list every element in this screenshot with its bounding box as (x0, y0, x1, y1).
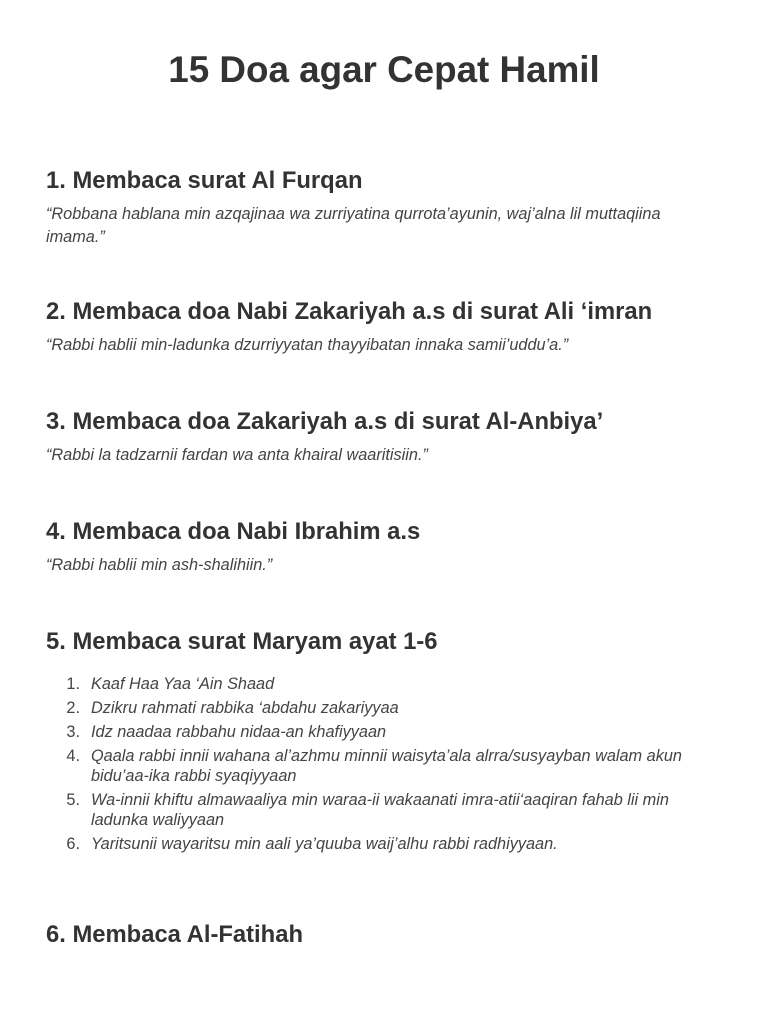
verse-number: 4. (66, 747, 80, 765)
section-heading: 6. Membaca Al-Fatihah (46, 921, 303, 948)
prayer-quote: “Rabbi hablii min-ladunka dzurriyyatan thayyibatan innaka samii’uddu’a.” (46, 335, 569, 354)
section-zakariyah-ali-imran (46, 298, 704, 357)
verse-item (46, 698, 704, 718)
verse-item (46, 790, 704, 830)
verse-text: Kaaf Haa Yaa ‘Ain Shaad (91, 675, 275, 693)
section-surat-maryam (46, 628, 704, 854)
section-nabi-ibrahim (46, 518, 704, 577)
section-heading: 4. Membaca doa Nabi Ibrahim a.s (46, 518, 421, 545)
section-al-fatihah (46, 921, 704, 949)
verse-number: 3. (66, 723, 80, 741)
section-heading: 5. Membaca surat Maryam ayat 1-6 (46, 628, 438, 655)
section-heading: 1. Membaca surat Al Furqan (46, 167, 363, 194)
verse-item (46, 674, 704, 694)
verse-text: Dzikru rahmati rabbika ‘abdahu zakariyyaa (91, 699, 399, 717)
verse-text: Idz naadaa rabbahu nidaa-an khafiyyaan (91, 723, 387, 741)
verse-text: Wa-innii khiftu almawaaliya min waraa-ii wakaanati imra-atii‘aaqiran fahab lii min ladunka waliyyaan (91, 791, 669, 829)
prayer-quote: “Robbana hablana min azqajinaa wa zurriyatina qurrota’ayunin, waj’alna lil muttaqiina imama.” (46, 204, 661, 246)
verse-item (46, 722, 704, 742)
verse-number: 1. (66, 675, 80, 693)
verse-item (46, 834, 704, 854)
verse-list (46, 674, 704, 854)
section-heading: 3. Membaca doa Zakariyah a.s di surat Al-Anbiya’ (46, 408, 604, 435)
page-title: 15 Doa agar Cepat Hamil (168, 49, 600, 90)
verse-item (46, 746, 704, 786)
section-zakariyah-al-anbiya (46, 408, 704, 467)
verse-text: Yaritsunii wayaritsu min aali ya’quuba waij’alhu rabbi radhiyyaan. (91, 835, 558, 853)
section-heading: 2. Membaca doa Nabi Zakariyah a.s di surat Ali ‘imran (46, 298, 653, 325)
verse-number: 6. (66, 835, 80, 853)
section-al-furqan (46, 167, 704, 249)
verse-number: 2. (66, 699, 80, 717)
prayer-quote: “Rabbi la tadzarnii fardan wa anta khairal waaritisiin.” (46, 445, 428, 464)
verse-text: Qaala rabbi innii wahana al’azhmu minnii waisyta’ala alrra/susyayban walam akun bidu’aa-ika rabbi syaqiyyaan (91, 747, 682, 785)
verse-number: 5. (66, 791, 80, 809)
prayer-quote: “Rabbi hablii min ash-shalihiin.” (46, 555, 273, 574)
